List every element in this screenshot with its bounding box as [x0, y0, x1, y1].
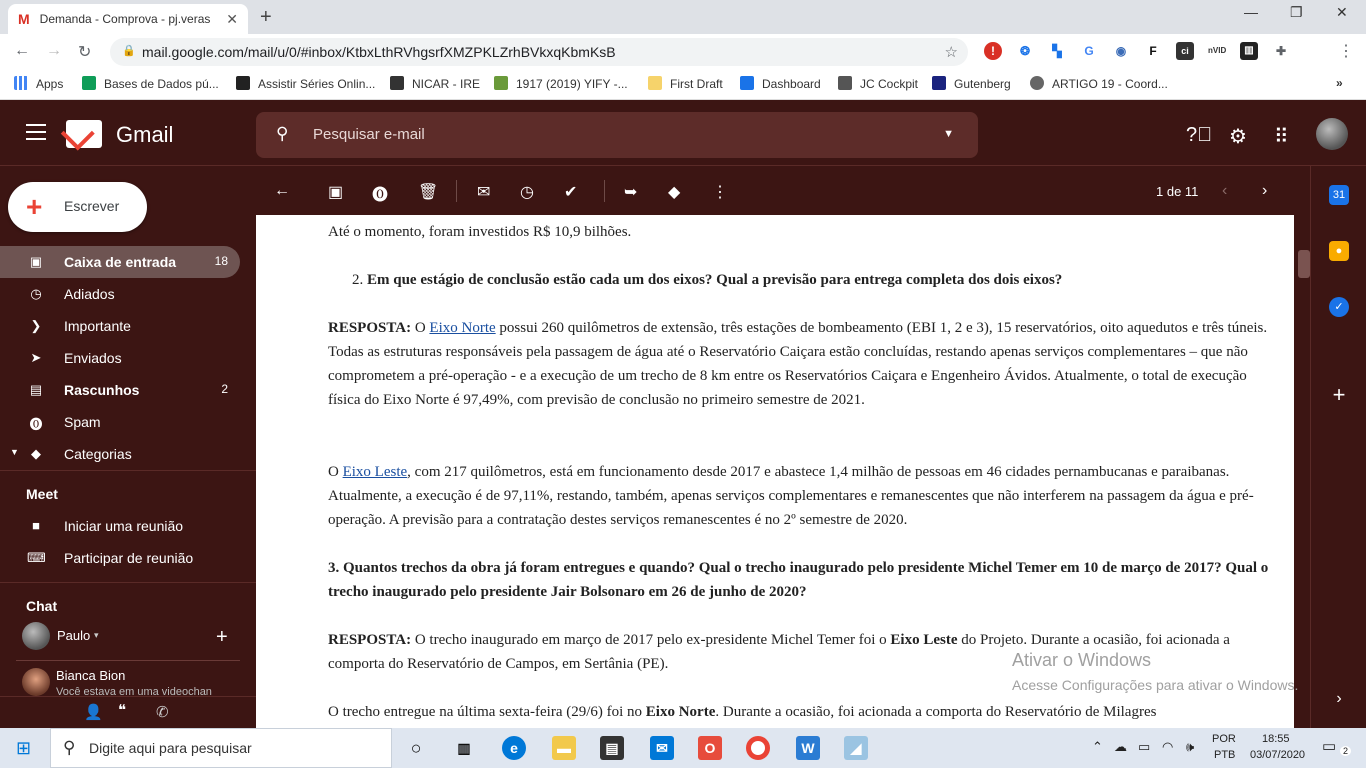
main-menu-icon[interactable] [26, 124, 46, 140]
contact-name[interactable]: Bianca Bion [56, 668, 126, 683]
bookmark-favicon-icon [236, 76, 250, 90]
mark-unread-icon[interactable]: ✉ [477, 184, 491, 201]
maximize-icon[interactable]: ❐ [1290, 4, 1303, 20]
reload-icon[interactable]: ↻ [78, 44, 92, 61]
report-spam-icon[interactable]: ⓿ [372, 187, 389, 204]
extension-icon[interactable]: nVID [1208, 46, 1227, 55]
text: Eixo Norte [645, 704, 716, 720]
label-icon: ◆ [31, 446, 41, 461]
menu-dots-icon[interactable]: ⋮ [1338, 43, 1354, 60]
email-paragraph [328, 700, 1280, 724]
meet-item-label: Participar de reunião [64, 550, 194, 566]
newer-icon[interactable]: ‹ [1222, 182, 1228, 199]
bookmark-item[interactable]: 1917 (2019) YIFY -... [494, 76, 628, 91]
text: O [414, 320, 426, 336]
eixo-norte-link[interactable]: Eixo Norte [429, 320, 496, 336]
response-label: RESPOSTA: [328, 320, 412, 336]
text: O trecho entregue na última sexta-feira (29/6) foi no [328, 704, 643, 720]
app-icon[interactable]: ◢ [844, 736, 868, 760]
bookmark-favicon-icon [1030, 76, 1044, 90]
sidebar-item-spam[interactable] [0, 406, 240, 438]
contact-avatar[interactable] [22, 668, 50, 696]
extension-icon[interactable]: ▥ [1240, 42, 1258, 60]
edge-icon[interactable]: e [502, 736, 526, 760]
store-icon[interactable]: ▤ [600, 736, 624, 760]
extension-icon[interactable]: ❂ [1019, 44, 1031, 58]
gmail-logo-icon[interactable] [66, 120, 102, 148]
spam-icon: ⓿ [29, 417, 43, 432]
extensions-puzzle-icon[interactable]: ✚ [1275, 44, 1287, 58]
forward-icon[interactable]: → [46, 42, 62, 59]
add-task-icon[interactable]: ✔ [564, 184, 578, 201]
file-explorer-icon[interactable]: ▬ [552, 736, 576, 760]
move-to-icon[interactable]: ➥ [624, 184, 638, 201]
text: Eixo Leste [890, 632, 958, 648]
more-bookmarks-icon[interactable]: » [1336, 76, 1343, 90]
browser-tabstrip [0, 0, 1366, 34]
compose-plus-icon: + [26, 191, 43, 222]
label-icon[interactable]: ◆ [668, 184, 681, 201]
toolbar-divider [604, 180, 605, 202]
draft-count: 2 [221, 382, 228, 396]
sidebar-item-label: Importante [64, 318, 131, 334]
mail-icon[interactable]: ✉ [650, 736, 674, 760]
address-bar[interactable] [110, 38, 968, 66]
sidebar-item-sent[interactable] [0, 342, 240, 374]
bookmark-item[interactable]: Gutenberg [932, 76, 1011, 91]
folder-icon [648, 76, 662, 90]
keep-icon[interactable]: ● [1329, 241, 1349, 261]
chat-footer [0, 696, 256, 728]
text: . Durante a ocasião, foi acionada a comporta do Reservatório de Milagres [715, 704, 1157, 720]
activation-watermark-subtitle: Acesse Configurações para ativar o Windows. [1012, 677, 1299, 693]
bookmark-item[interactable]: First Draft [648, 76, 723, 91]
email-paragraph: Até o momento, foram investidos R$ 10,9 bilhões. [328, 224, 632, 240]
contact-status: Você estava em uma videochan [56, 686, 212, 696]
browser-tab[interactable] [8, 4, 248, 34]
more-options-icon[interactable]: ⋮ [712, 184, 728, 201]
inbox-icon: ▣ [29, 254, 43, 269]
sidebar-item-label: Spam [64, 414, 101, 430]
bookmark-item[interactable]: Bases de Dados pú... [82, 76, 219, 91]
video-camera-icon: ■ [32, 518, 40, 533]
activation-watermark-title: Ativar o Windows [1012, 650, 1152, 670]
sidebar-item-categories[interactable] [0, 438, 240, 470]
sidebar-item-label: Enviados [64, 350, 122, 366]
wifi-icon[interactable]: ◠ [1162, 739, 1174, 754]
close-tab-icon[interactable]: ✕ [226, 10, 238, 27]
language-indicator[interactable]: POR [1212, 733, 1236, 745]
email-question-2 [352, 268, 1294, 292]
send-icon: ➤ [30, 350, 42, 365]
phone-icon[interactable]: ✆ [156, 704, 169, 721]
gmail-header [0, 100, 1366, 166]
sidebar-item-important[interactable] [0, 310, 240, 342]
bookmark-favicon-icon [82, 76, 96, 90]
translate-icon[interactable]: G [1084, 44, 1094, 58]
bookmark-item[interactable]: ARTIGO 19 - Coord... [1030, 76, 1168, 91]
account-avatar[interactable] [1316, 118, 1348, 150]
draft-icon: ▤ [29, 382, 43, 397]
divider [0, 470, 256, 471]
clock-icon: ◷ [30, 286, 42, 301]
search-icon[interactable]: ⚲ [276, 124, 289, 143]
clock-time[interactable]: 18:55 [1262, 733, 1290, 745]
pagination-text: 1 de 11 [1156, 184, 1199, 199]
text: do Projeto. Durante a ocasião, foi acionada a comporta do Reservatório de Campos, em Sertânia (PE). [328, 632, 1230, 672]
person-icon[interactable]: 👤 [84, 704, 103, 721]
bookmark-item[interactable]: NICAR - IRE [390, 76, 480, 91]
extension-icon[interactable]: F [1149, 44, 1157, 58]
help-icon[interactable]: ?⃝ [1186, 124, 1213, 146]
text: O [328, 464, 339, 480]
delete-icon[interactable]: 🗑 [418, 184, 439, 201]
bookmark-favicon-icon [740, 76, 754, 90]
expand-panel-icon[interactable]: › [1336, 690, 1342, 707]
meet-new-meeting[interactable] [0, 510, 240, 542]
text: O trecho inaugurado em março de 2017 pelo ex-presidente Michel Temer foi o [414, 632, 887, 648]
add-addon-icon[interactable]: + [1332, 382, 1346, 407]
divider [16, 660, 240, 661]
meet-join-meeting[interactable] [0, 542, 240, 574]
sidebar-item-label: Categorias [64, 446, 132, 462]
label-important-icon: ❯ [30, 318, 42, 333]
show-hidden-icons[interactable]: ⌃ [1092, 739, 1103, 754]
list-number: 2. [352, 272, 364, 288]
sidebar-item-label: Adiados [64, 286, 115, 302]
extension-icon[interactable]: ci [1176, 42, 1194, 60]
scrollbar-thumb[interactable] [1298, 250, 1310, 278]
taskbar-search-input[interactable]: Digite aqui para pesquisar [89, 740, 252, 756]
task-view-icon[interactable]: ▥ [457, 740, 471, 756]
tab-title: Demanda - Comprova - pj.veras [39, 12, 211, 26]
chat-user-avatar[interactable] [22, 622, 50, 650]
url-text: mail.google.com/mail/u/0/#inbox/KtbxLthRVhgsrfXMZPKLZrhBVkxqKbmKsB [142, 44, 616, 60]
google-apps-icon[interactable]: ⠿ [1274, 126, 1289, 148]
search-icon: ⚲ [63, 738, 76, 757]
bookmarks-bar [0, 70, 1366, 100]
sidebar-item-label: Rascunhos [64, 382, 140, 398]
question-text: Em que estágio de conclusão estão cada um dos eixos? Qual a previsão para entrega completa dos dois eixos? [367, 272, 1063, 288]
gmail-logo-text[interactable]: Gmail [116, 122, 174, 147]
older-icon[interactable]: › [1262, 182, 1268, 199]
email-question-3: 3. Quantos trechos da obra já foram entregues e quando? Qual o trecho inaugurado pelo presidente Michel Temer em 10 de março de 2017? Qual o trecho inaugurado pelo presidente Jair Bolsonaro em 26 de junho de 2020? [328, 560, 1269, 600]
network-icon[interactable]: ▭ [1138, 739, 1151, 754]
email-paragraph [328, 316, 1280, 412]
search-options-icon[interactable]: ▼ [943, 128, 954, 140]
sidebar-item-drafts[interactable] [0, 374, 240, 406]
unread-count: 18 [214, 254, 228, 268]
minimize-icon[interactable]: — [1244, 4, 1258, 20]
compose-label: Escrever [64, 198, 120, 214]
sidebar-item-label: Caixa de entrada [64, 254, 177, 270]
compose-button[interactable] [8, 182, 147, 232]
settings-gear-icon[interactable]: ⚙ [1229, 126, 1247, 148]
hangouts-icon[interactable]: ❝ [118, 702, 127, 719]
meet-heading: Meet [26, 486, 58, 502]
word-icon[interactable]: W [796, 736, 820, 760]
chevron-down-icon[interactable]: ▾ [94, 630, 99, 640]
lock-icon: 🔒 [122, 45, 136, 57]
bookmark-item[interactable]: Dashboard [740, 76, 821, 91]
cortana-icon[interactable]: ○ [410, 738, 422, 758]
snooze-icon[interactable]: ◷ [520, 184, 534, 201]
clock-date[interactable]: 03/07/2020 [1250, 749, 1306, 761]
windows-taskbar [0, 728, 1366, 768]
back-to-inbox-icon[interactable]: ← [274, 182, 290, 199]
back-icon[interactable]: ← [14, 42, 30, 59]
volume-icon[interactable]: 🕪 [1186, 739, 1195, 754]
email-paragraph [328, 460, 1280, 532]
bookmark-favicon-icon [932, 76, 946, 90]
sidebar-item-inbox[interactable] [0, 246, 240, 278]
chat-user-name[interactable]: Paulo [57, 628, 91, 643]
bookmark-apps[interactable]: Apps [14, 76, 63, 91]
meet-item-label: Iniciar uma reunião [64, 518, 184, 534]
extension-icon[interactable]: ▚ [1052, 44, 1062, 58]
calendar-icon[interactable]: 31 [1329, 185, 1349, 205]
divider [0, 582, 256, 583]
chat-heading: Chat [26, 598, 58, 614]
bookmark-item[interactable]: JC Cockpit [838, 76, 918, 91]
search-bar[interactable] [256, 112, 978, 158]
extension-icon[interactable]: ◉ [1115, 44, 1127, 58]
bookmark-star-icon[interactable]: ☆ [944, 44, 958, 61]
tasks-icon[interactable]: ✓ [1329, 297, 1349, 317]
search-input[interactable]: Pesquisar e-mail [313, 126, 425, 143]
eixo-leste-link[interactable]: Eixo Leste [342, 464, 408, 480]
notification-count: 2 [1340, 746, 1351, 756]
browser-navbar [0, 34, 1366, 70]
bookmark-item[interactable]: Assistir Séries Onlin... [236, 76, 375, 91]
taskbar-search[interactable] [50, 728, 392, 768]
response-label: RESPOSTA: [328, 632, 412, 648]
onedrive-icon[interactable]: ☁ [1114, 739, 1127, 754]
bookmark-favicon-icon [390, 76, 404, 90]
archive-icon[interactable]: ▣ [328, 184, 344, 201]
extension-icon[interactable]: ! [984, 42, 1002, 60]
notifications-icon[interactable]: ▭ [1322, 738, 1337, 755]
sidebar-item-snoozed[interactable] [0, 278, 240, 310]
windows-start-icon[interactable]: ⊞ [16, 738, 32, 758]
bookmark-favicon-icon [494, 76, 508, 90]
expand-caret-icon[interactable]: ▼ [10, 447, 19, 457]
keyboard-layout[interactable]: PTB [1214, 749, 1236, 761]
toolbar-divider [456, 180, 457, 202]
keyboard-icon: ⌨ [27, 550, 46, 565]
chrome-icon[interactable] [746, 736, 770, 760]
gmail-favicon-icon: M [18, 11, 30, 27]
apps-grid-icon [14, 76, 28, 90]
new-tab-icon[interactable]: + [260, 6, 272, 28]
text: possui 260 quilômetros de extensão, três estações de bombeamento (EBI 1, 2 e 3), 15 reservatórios, oito aquedutos e três túneis. Todas as estruturas responsáveis pela passagem de água até o Reservatório Caiçara estão concluídas, restando apenas serviços complementares – que não comprometem a pré-operação - e a execução de um trecho de 8 km entre os Reservatórios Caiçara e Engenheiro Ávidos. Atualmente, o total de execução física do Eixo Norte é 97,49%, com previsão de conclusão no primeiro semestre de 2021. [328, 320, 1268, 408]
bookmark-favicon-icon [838, 76, 852, 90]
office-icon[interactable]: O [698, 736, 722, 760]
text: , com 217 quilômetros, está em funcionamento desde 2017 e abastece 1,4 milhão de pessoas em 46 cidades pernambucanas e paraibanas. Atualmente, a execução é de 97,11%, restando, também, apenas serviços complementares e remanescentes que não interferem na passagem da água e pré-operação. A previsão para a contratação destes serviços remanescentes é no 2º semestre de 2020. [328, 464, 1254, 528]
close-window-icon[interactable]: ✕ [1336, 4, 1348, 20]
new-chat-plus-icon[interactable]: + [216, 626, 228, 648]
